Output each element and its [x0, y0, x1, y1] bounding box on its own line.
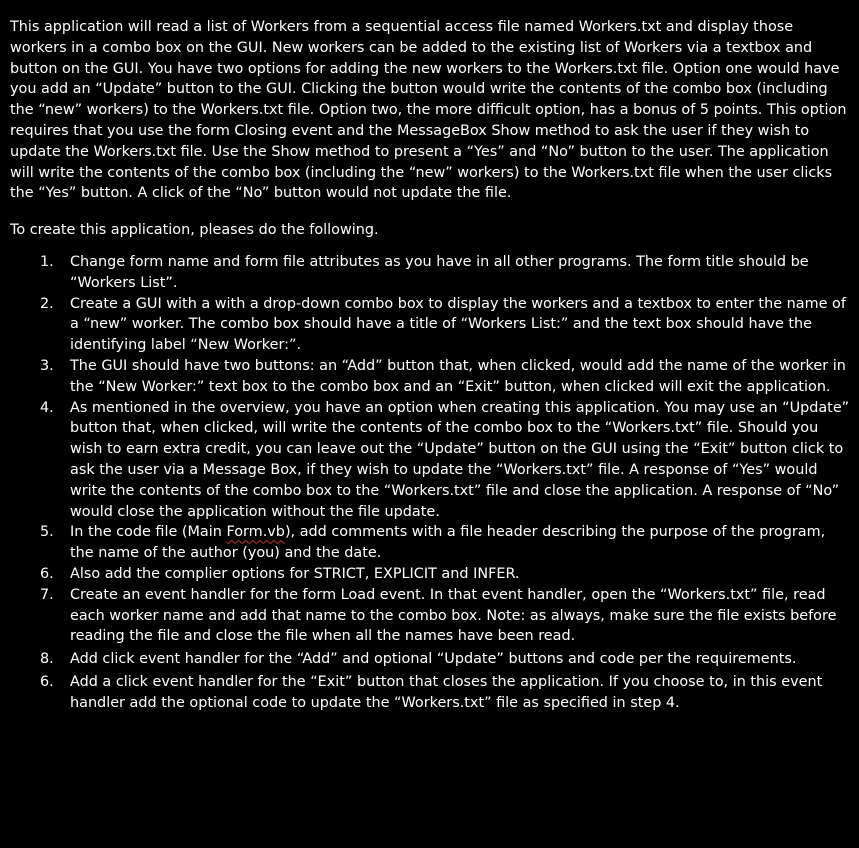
list-item	[10, 294, 850, 356]
list-item-number: 6.	[40, 565, 54, 582]
list-item-text-before: In the code file (Main	[70, 524, 227, 541]
list-item	[10, 564, 850, 585]
list-item-text: Also add the complier options for STRICT, EXPLICIT and INFER.	[70, 565, 520, 582]
list-item-number: 2.	[40, 295, 54, 312]
list-item-number: 4.	[40, 399, 54, 416]
list-item-text: Create an event handler for the form Load event. In that event handler, open the “Workers.txt” file, read each worker name and add that name to the combo box. Note: as always, make sure the file exists before reading the file and close the file when all the names have been read.	[70, 586, 837, 645]
list-item	[10, 522, 850, 564]
list-item-text: Add click event handler for the “Add” and optional “Update” buttons and code per the requirements.	[70, 651, 797, 668]
list-item-text: The GUI should have two buttons: an “Add” button that, when clicked, would add the name of the worker in the “New Worker:” text box to the combo box and an “Exit” button, when clicked will exit the application.	[70, 357, 846, 395]
overview-paragraph: This application will read a list of Workers from a sequential access file named Workers.txt and display those workers in a combo box on the GUI. New workers can be added to the existing list of Workers via a textbox and button on the GUI. You have two options for adding the new workers to the Workers.txt file. Option one would have you add an “Update” button to the GUI. Clicking the button would write the contents of the combo box (including the “new” workers) to the Workers.txt file. Option two, the more difficult option, has a bonus of 5 points. This option requires that you use the form Closing event and the MessageBox Show method to ask the user if they wish to update the Workers.txt file. Use the Show method to present a “Yes” and “No” button to the user. The application will write the contents of the combo box (including the “new” workers) to the Workers.txt file when the user clicks the “Yes” button. A click of the “No” button would not update the file.	[10, 19, 847, 202]
list-item	[10, 398, 850, 523]
list-item-text: Add a click event handler for the “Exit” button that closes the application. If you choose to, in this event handler add the optional code to update the “Workers.txt” file as specified in step 4.	[70, 673, 823, 711]
list-item-text-after: ), add comments with a file header describing the purpose of the program, the name of the author (you) and the date.	[70, 524, 826, 562]
list-item-number: 5.	[40, 524, 54, 541]
list-item-number: 3.	[40, 357, 54, 374]
list-item-text: Change form name and form file attributes as you have in all other programs. The form title should be “Workers List”.	[70, 253, 809, 291]
list-item	[10, 585, 850, 647]
list-item-text: Create a GUI with a with a drop-down combo box to display the workers and a textbox to enter the name of a “new” worker. The combo box should have a title of “Workers List:” and the text box should have the identifying label “New Worker:”.	[70, 295, 846, 354]
list-item	[10, 356, 850, 398]
list-item	[10, 252, 850, 294]
spellcheck-marked-word: Form.vb	[226, 524, 285, 541]
steps-list	[10, 252, 850, 714]
list-item-number: 8.	[40, 651, 54, 668]
assignment-document	[10, 17, 850, 714]
list-item	[10, 672, 850, 714]
list-item-number: 6.	[40, 673, 54, 690]
list-item-text: As mentioned in the overview, you have an option when creating this application. You may use an “Update” button that, when clicked, will write the contents of the combo box to the “Workers.txt” file. Should you wish to earn extra credit, you can leave out the “Update” button on the GUI using the “Exit” button click to ask the user via a Message Box, if they wish to update the “Workers.txt” file. A response of “Yes” would write the contents of the combo box to the “Workers.txt” file and close the application. A response of “No” would close the application without the file update.	[70, 399, 850, 520]
list-item-number: 1.	[40, 253, 54, 270]
instructions-intro: To create this application, pleases do the following.	[10, 222, 379, 239]
list-item-number: 7.	[40, 586, 54, 603]
list-item	[10, 649, 850, 670]
